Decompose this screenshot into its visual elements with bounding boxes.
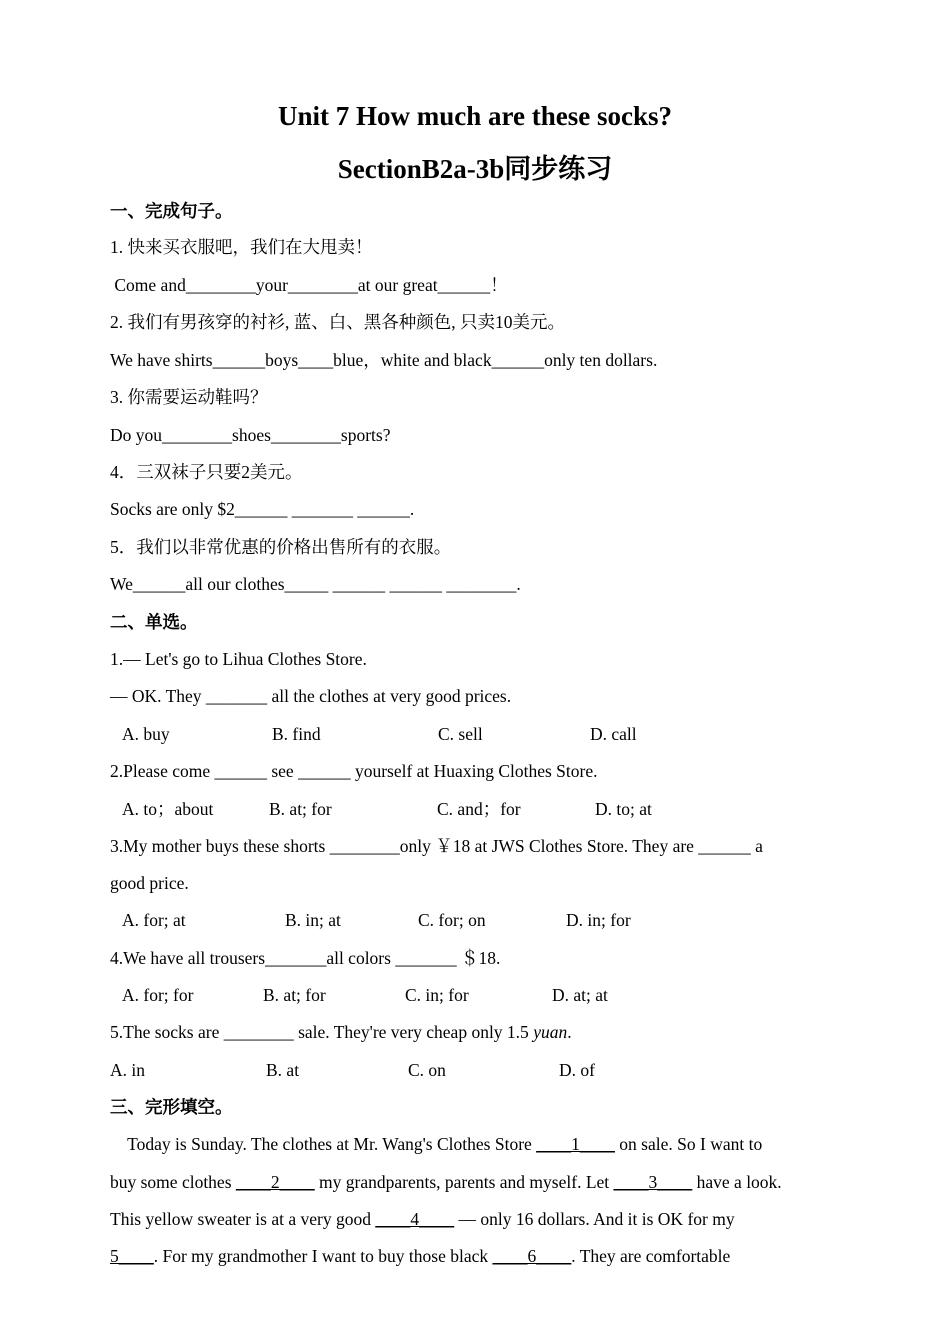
cloze-blank-4: ____4____ [375, 1209, 455, 1229]
cloze-text: . For my grandmother I want to buy those black [153, 1246, 493, 1266]
cloze-text: buy some clothes [110, 1172, 236, 1192]
cloze-text: — only 16 dollars. And it is OK for my [454, 1209, 735, 1229]
p2-q5 [110, 1021, 572, 1043]
cloze-text: This yellow sweater is at a very good [110, 1209, 376, 1229]
cloze-blank-3: ____3____ [613, 1172, 693, 1192]
p1-q3-english: Do you________shoes________sports? [110, 425, 391, 445]
p2-q3-line-b: good price. [110, 873, 189, 893]
p1-q1-chinese: 1. 快来买衣服吧，我们在大甩卖！ [110, 237, 373, 257]
p2-q2-option-b: B. at; for [269, 799, 332, 819]
p1-q3-chinese: 3. 你需要运动鞋吗？ [110, 387, 268, 407]
p2-q1-option-d: D. call [590, 724, 637, 744]
p2-q1-line-a: 1.— Let's go to Lihua Clothes Store. [110, 649, 367, 669]
p2-q5-yuan: yuan [533, 1022, 568, 1042]
cloze-text: on sale. So I want to [614, 1134, 763, 1154]
cloze-blank-6: ____6____ [492, 1246, 572, 1266]
p2-q3-option-c: C. for; on [418, 910, 486, 930]
cloze-text: my grandparents, parents and myself. Let [314, 1172, 614, 1192]
cloze-blank-5: 5____ [110, 1246, 154, 1266]
p2-q1-option-a: A. buy [122, 724, 170, 744]
p1-q2-english: We have shirts______boys____blue，white and black______only ten dollars. [110, 350, 658, 370]
p1-q4-chinese: 4．三双袜子只要2美元。 [110, 462, 303, 482]
p2-q5-text: 5.The socks are ________ sale. They're very cheap only 1.5 [110, 1022, 534, 1042]
p1-q5-chinese: 5．我们以非常优惠的价格出售所有的衣服。 [110, 537, 452, 557]
cloze-text: Today is Sunday. The clothes at Mr. Wang's Clothes Store [110, 1134, 537, 1154]
p2-q5-end: . [567, 1022, 572, 1042]
p2-q3-option-a: A. for; at [122, 910, 186, 930]
cloze-blank-1: ____1____ [536, 1134, 615, 1154]
cloze-text: . They are comfortable [571, 1246, 731, 1266]
p1-q2-chinese: 2. 我们有男孩穿的衬衫, 蓝、白、黑各种颜色, 只卖10美元。 [110, 312, 565, 332]
p2-q1-option-b: B. find [272, 724, 321, 744]
cloze-blank-2: ____2____ [235, 1172, 315, 1192]
section-heading-multiple-choice: 二、单选。 [110, 612, 198, 632]
p2-q4-option-b: B. at; for [263, 985, 326, 1005]
cloze-line-3 [110, 1208, 735, 1230]
p2-q2-option-a: A. to；about [122, 799, 214, 819]
p2-q5-option-d: D. of [559, 1060, 595, 1080]
p2-q2: 2.Please come ______ see ______ yourself at Huaxing Clothes Store. [110, 761, 598, 781]
p2-q2-option-c: C. and；for [437, 799, 521, 819]
p2-q4: 4.We have all trousers_______all colors _______ ＄18. [110, 948, 501, 968]
cloze-line-1 [110, 1133, 762, 1155]
p2-q1-option-c: C. sell [438, 724, 483, 744]
p2-q3-option-d: D. in; for [566, 910, 631, 930]
cloze-line-4 [110, 1245, 730, 1267]
p1-q5-english: We______all our clothes_____ ______ ______ ________. [110, 574, 521, 594]
p2-q3-line-a: 3.My mother buys these shorts ________only ￥18 at JWS Clothes Store. They are ______ a [110, 836, 763, 856]
p2-q3-option-b: B. in; at [285, 910, 341, 930]
p2-q5-option-b: B. at [266, 1060, 300, 1080]
p2-q5-option-c: C. on [408, 1060, 446, 1080]
p2-q1-line-b: — OK. They _______ all the clothes at very good prices. [110, 686, 512, 706]
p1-q4-english: Socks are only $2______ _______ ______. [110, 499, 415, 519]
section-heading-complete-sentences: 一、完成句子。 [110, 201, 233, 221]
p2-q4-option-c: C. in; for [405, 985, 469, 1005]
p2-q5-option-a: A. in [110, 1060, 145, 1080]
cloze-text: have a look. [692, 1172, 782, 1192]
p1-q1-english: Come and________your________at our great______！ [110, 275, 508, 295]
title-section: SectionB2a-3b同步练习 [337, 154, 613, 184]
p2-q2-option-d: D. to; at [595, 799, 652, 819]
p2-q4-option-a: A. for; for [122, 985, 194, 1005]
title-unit: Unit 7 How much are these socks? [278, 101, 672, 131]
p2-q4-option-d: D. at; at [552, 985, 608, 1005]
section-heading-cloze: 三、完形填空。 [110, 1097, 233, 1117]
cloze-line-2 [110, 1171, 782, 1193]
